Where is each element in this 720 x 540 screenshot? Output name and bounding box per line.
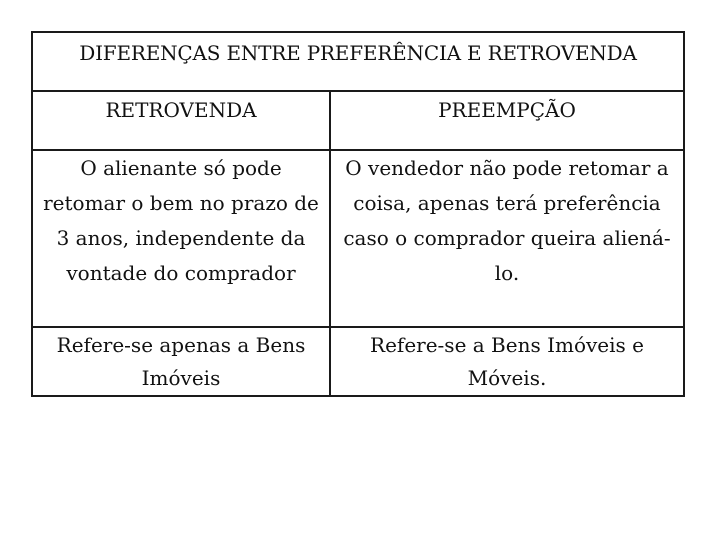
comparison-table: [31, 31, 685, 397]
cell-retrovenda-prazo: O alienante só pode retomar o bem no prazo de 3 anos, independente da vontade do comprador: [32, 150, 330, 327]
table-title: DIFERENÇAS ENTRE PREFERÊNCIA E RETROVENDA: [32, 32, 684, 91]
cell-preempcao-bens: Refere-se a Bens Imóveis e Móveis.: [330, 327, 684, 396]
title-row: [32, 32, 684, 91]
header-preempcao: PREEMPÇÃO: [330, 91, 684, 150]
comparison-table-container: [31, 31, 683, 397]
table-row: [32, 150, 684, 327]
header-retrovenda: RETROVENDA: [32, 91, 330, 150]
cell-retrovenda-bens: Refere-se apenas a Bens Imóveis: [32, 327, 330, 396]
header-row: [32, 91, 684, 150]
table-row: [32, 327, 684, 396]
cell-preempcao-preferencia: O vendedor não pode retomar a coisa, apenas terá preferência caso o comprador queira aliená-lo.: [330, 150, 684, 327]
